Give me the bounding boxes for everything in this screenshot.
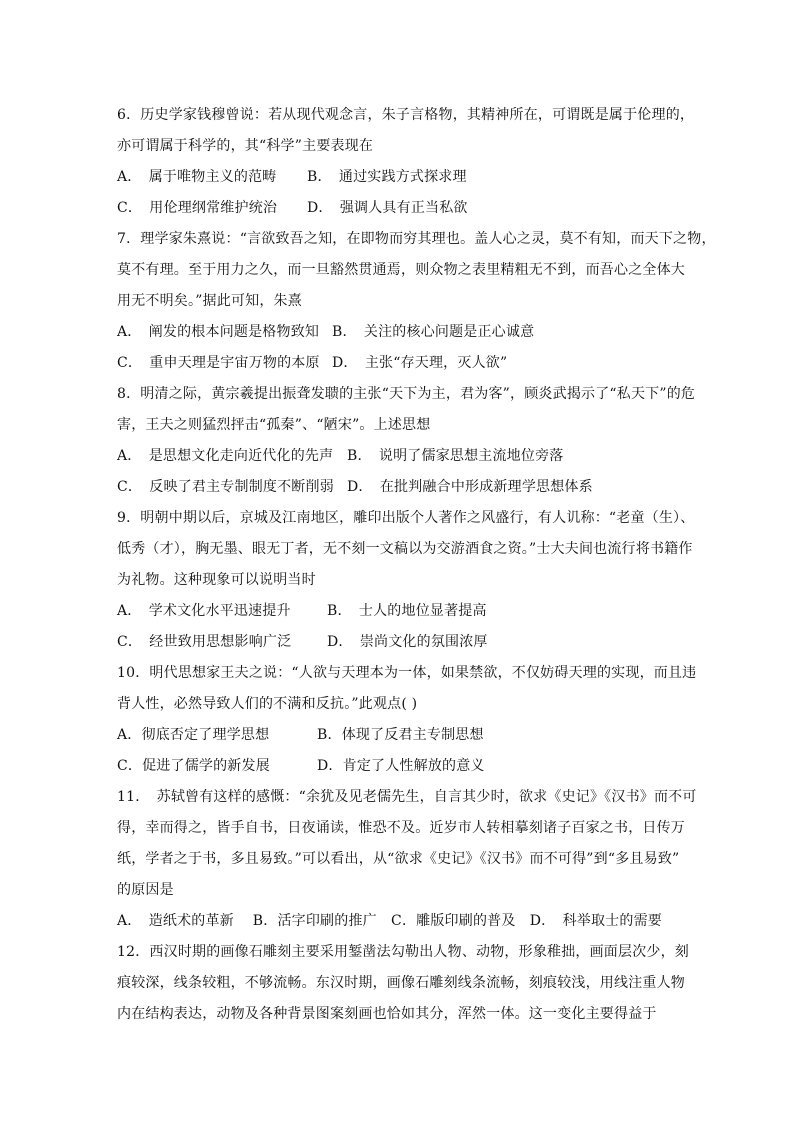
q6-option-b: B． 通过实践方式探求理 xyxy=(307,169,467,185)
q7-stem-line-1: 7．理学家朱熹说：“言欲致吾之知，在即物而穷其理也。盖人心之灵，莫不有知，而天下之物， xyxy=(117,231,716,247)
q10-stem-line-2: 背人性，必然导致人们的不满和反抗。”此观点( ) xyxy=(117,696,418,712)
q9-stem-line-1: 9．明朝中期以后，京城及江南地区，雕印出版个人著作之风盛行，有人讥称：“老童（生）、 xyxy=(117,510,695,526)
q6-options-row-2 xyxy=(117,193,677,224)
q9-options-row-1 xyxy=(117,596,677,627)
q8-option-c: C． 反映了君主专制制度不断削弱 xyxy=(117,479,334,495)
q6-option-c: C． 用伦理纲常维护统治 xyxy=(117,200,278,216)
q8-options-row-2 xyxy=(117,472,677,503)
q10-stem-line-1: 10．明代思想家王夫之说：“人欲与天理本为一体，如果禁欲，不仅妨碍天理的实现，而且违 xyxy=(117,665,697,681)
q6-stem-line-1: 6．历史学家钱穆曾说：若从现代观念言，朱子言格物，其精神所在，可谓既是属于伦理的， xyxy=(117,107,695,123)
q10-option-a: A．彻底否定了理学思想 xyxy=(117,727,270,743)
q11-stem-line-2: 得，幸而得之，皆手自书，日夜诵读，惟恐不及。近岁市人转相摹刻诸子百家之书，日传万 xyxy=(117,820,685,836)
q7-option-d: D． 主张“存天理，灭人欲” xyxy=(332,355,508,371)
q9-option-d: D． 崇尚文化的氛围浓厚 xyxy=(327,634,488,650)
q8-stem-line-2: 害，王夫之则猛烈抨击“孤秦”、“陋宋”。上述思想 xyxy=(117,417,431,433)
q6-option-d: D． 强调人具有正当私欲 xyxy=(307,200,468,216)
q6-option-a: A． 属于唯物主义的范畴 xyxy=(117,169,277,185)
q6-stem-line-2: 亦可谓属于科学的，其“科学”主要表现在 xyxy=(117,138,374,154)
q7-options-row-1 xyxy=(117,317,677,348)
q9-option-b: B． 士人的地位显著提高 xyxy=(327,603,487,619)
q7-option-c: C． 重申天理是宇宙万物的本原 xyxy=(117,355,320,371)
q11-stem-line-3: 纸，学者之于书，多且易致。”可以看出，从“欲求《史记》《汉书》而不可得”到“多且易致” xyxy=(117,851,680,867)
q10-option-b: B．体现了反君主专制思想 xyxy=(317,727,484,743)
q11-stem-line-1: 11． 苏轼曾有这样的感慨：“余犹及见老儒先生，自言其少时，欲求《史记》《汉书》而不可 xyxy=(117,789,697,805)
q6-options-row-1 xyxy=(117,162,677,193)
q9-stem-line-3: 为礼物。这种现象可以说明当时 xyxy=(117,572,316,588)
q8-stem-line-1: 8．明清之际，黄宗羲提出振聋发聩的主张“天下为主，君为客”，顾炎武揭示了“私天下”的危 xyxy=(117,386,696,402)
q11-options-row: A． 造纸术的革新 B．活字印刷的推广 C．雕版印刷的普及 D． 科举取士的需要 xyxy=(117,913,662,929)
q10-options-row-2 xyxy=(117,751,677,782)
q8-option-b: B． 说明了儒家思想主流地位旁落 xyxy=(347,448,564,464)
q10-options-row-1 xyxy=(117,720,677,751)
q7-stem-line-2: 莫不有理。至于用力之久，而一旦豁然贯通焉，则众物之表里精粗无不到，而吾心之全体大 xyxy=(117,262,685,278)
q7-stem-line-3: 用无不明矣。”据此可知，朱熹 xyxy=(117,293,302,309)
question-list xyxy=(117,100,716,1030)
q12-stem-line-2: 痕较深，线条较粗，不够流畅。东汉时期，画像石雕刻线条流畅，刻痕较浅，用线注重人物 xyxy=(117,975,685,991)
q7-options-row-2 xyxy=(117,348,677,379)
q8-option-d: D． 在批判融合中形成新理学思想体系 xyxy=(347,479,593,495)
q10-option-d: D．肯定了人性解放的意义 xyxy=(317,758,485,774)
q10-option-c: C．促进了儒学的新发展 xyxy=(117,758,270,774)
q12-stem-line-3: 内在结构表达，动物及各种背景图案刻画也恰如其分，浑然一体。这一变化主要得益于 xyxy=(117,1006,657,1022)
q9-option-a: A． 学术文化水平迅速提升 xyxy=(117,603,291,619)
q8-option-a: A． 是思想文化走向近代化的先声 xyxy=(117,448,334,464)
q8-options-row-1 xyxy=(117,441,677,472)
q11-stem-line-4: 的原因是 xyxy=(117,882,174,898)
q7-option-a: A． 阐发的根本问题是格物致知 xyxy=(117,324,320,340)
q9-stem-line-2: 低秀（才），胸无墨、眼无丁者，无不刻一文稿以为交游酒食之资。”士大夫间也流行将书籍作 xyxy=(117,541,693,557)
q9-options-row-2 xyxy=(117,627,677,658)
q9-option-c: C． 经世致用思想影响广泛 xyxy=(117,634,292,650)
q7-option-b: B． 关注的核心问题是正心诚意 xyxy=(332,324,535,340)
q12-stem-line-1: 12．西汉时期的画像石雕刻主要采用錾凿法勾勒出人物、动物，形象稚拙，画面层次少，刻 xyxy=(117,944,690,960)
